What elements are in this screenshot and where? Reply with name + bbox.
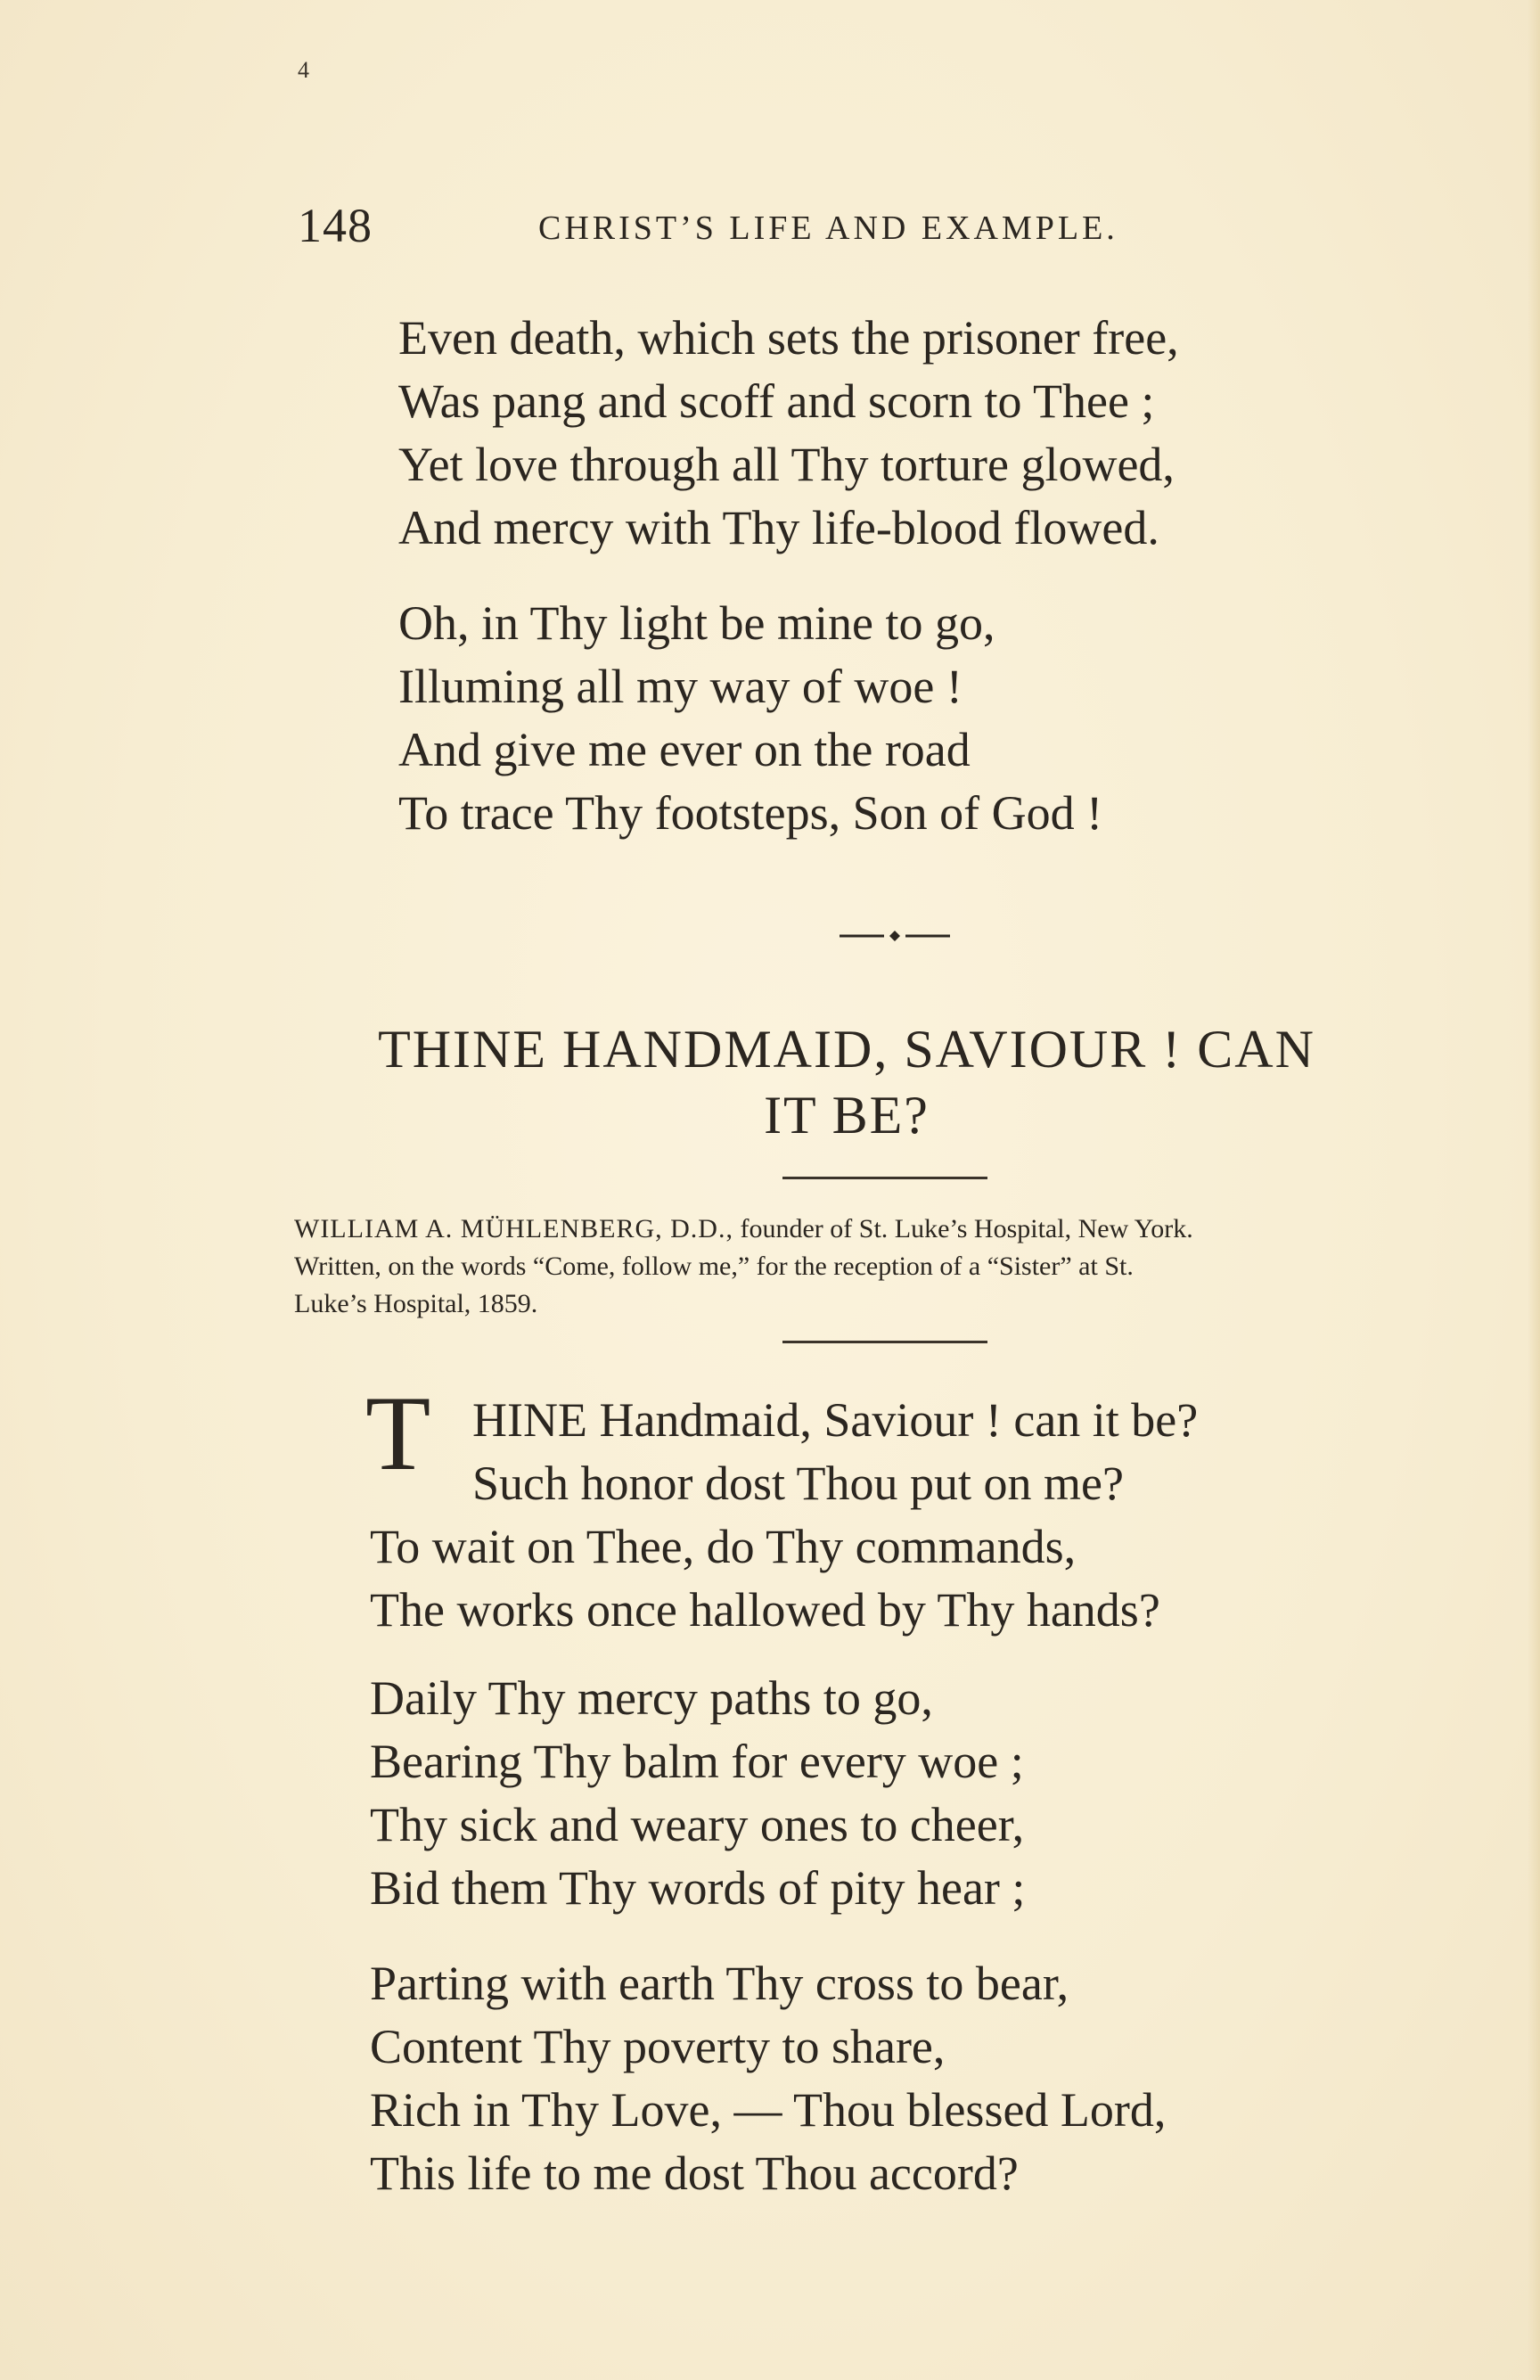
verse-line: Bid them Thy words of pity hear ; [370, 1861, 1026, 1915]
poem-title [294, 1016, 1399, 1148]
section-ornament [838, 927, 952, 945]
page-header [298, 198, 1242, 251]
verse-line: Rich in Thy Love, — Thou blessed Lord, [370, 2083, 1167, 2137]
page-number: 148 [298, 199, 373, 252]
verse-line: The works once hallowed by Thy hands? [370, 1583, 1160, 1637]
verse-line: To wait on Thee, do Thy commands, [370, 1520, 1077, 1573]
running-title: CHRIST’S LIFE AND EXAMPLE. [538, 209, 1118, 247]
title-rule-top [782, 1177, 987, 1179]
poem-title-line-2: IT BE? [764, 1086, 930, 1145]
verse-line: Illuming all my way of woe ! [398, 660, 962, 713]
verse-line: Content Thy poverty to share, [370, 2020, 946, 2073]
attribution-line-3: Luke’s Hospital, 1859. [294, 1289, 538, 1318]
poem-stanza-2 [370, 1667, 1025, 1920]
verse-line: Daily Thy mercy paths to go, [370, 1671, 933, 1725]
verse-line: Was pang and scoff and scorn to Thee ; [398, 374, 1155, 428]
stanza-1 [398, 307, 1179, 560]
verse-line-first: HINE Handmaid, Saviour ! can it be? [472, 1393, 1199, 1447]
drop-cap: T [365, 1374, 431, 1492]
corner-mark: 4 [298, 57, 309, 83]
page-edge-shadow [1528, 0, 1540, 2380]
stanza-2 [398, 592, 1102, 845]
attribution [294, 1211, 1479, 1323]
verse-line: To trace Thy footsteps, Son of God ! [398, 786, 1103, 840]
verse-line: Bearing Thy balm for every woe ; [370, 1735, 1024, 1788]
verse-line: Even death, which sets the prisoner free, [398, 311, 1179, 365]
poem-title-line-1: THINE HANDMAID, SAVIOUR ! CAN [378, 1020, 1315, 1079]
attribution-line-2: Written, on the words “Come, follow me,” for the reception of a “Sister” at St. [294, 1252, 1134, 1281]
poem-stanza-1 [370, 1389, 1198, 1642]
verse-line: And mercy with Thy life-blood flowed. [398, 501, 1159, 554]
attribution-author: WILLIAM A. MÜHLENBERG, D.D., [294, 1214, 733, 1243]
verse-line: Such honor dost Thou put on me? [472, 1457, 1124, 1510]
attribution-line-1: founder of St. Luke’s Hospital, New York. [733, 1214, 1193, 1243]
verse-line: Parting with earth Thy cross to bear, [370, 1957, 1069, 2010]
verse-line: Yet love through all Thy torture glowed, [398, 438, 1175, 491]
verse-line: This life to me dost Thou accord? [370, 2146, 1019, 2200]
verse-line: Oh, in Thy light be mine to go, [398, 596, 995, 650]
title-rule-bottom [782, 1341, 987, 1343]
verse-line: And give me ever on the road [398, 723, 971, 776]
verse-line: Thy sick and weary ones to cheer, [370, 1798, 1025, 1851]
poem-stanza-3 [370, 1952, 1166, 2205]
